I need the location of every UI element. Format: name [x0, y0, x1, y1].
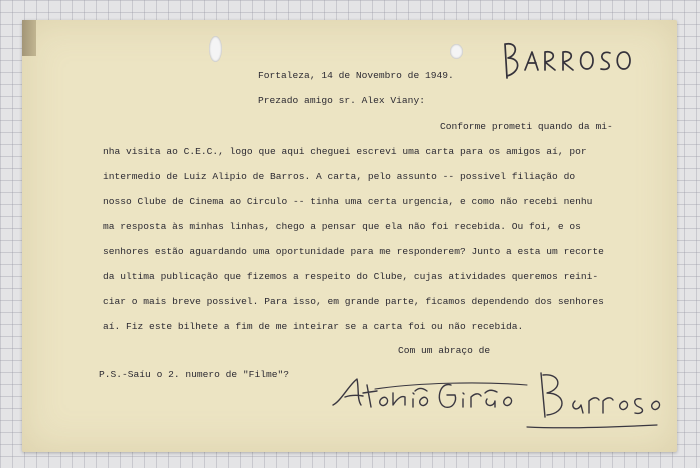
postscript: P.S.-Saíu o 2. numero de "Filme"? [99, 369, 289, 380]
handwritten-annotation-barroso [497, 36, 647, 84]
place-date: Fortaleza, 14 de Novembro de 1949. [258, 70, 454, 81]
closing: Com um abraço de [398, 345, 491, 356]
body-line: da ultima publicação que fizemos a respeito do Clube, cujas atividades queremos reini- [103, 271, 599, 282]
punch-hole-left [209, 36, 222, 62]
body-line: ciar o mais breve possivel. Para isso, em grande parte, ficamos dependendo dos senhores [103, 296, 604, 307]
body-line: aí. Fiz este bilhete a fim de me inteirar se a carta foi ou não recebida. [103, 321, 524, 332]
body-line: nha visita ao C.E.C., logo que aqui cheguei escrevi uma carta para os amigos aí, por [103, 146, 587, 157]
letter-sheet [22, 20, 677, 452]
body-line: intermedio de Luiz Alipio de Barros. A carta, pelo assunto -- possivel filiação do [103, 171, 576, 182]
punch-hole-right [450, 44, 463, 59]
signature [327, 355, 667, 435]
body-line: senhores estão aguardando uma oportunidade para me responderem? Junto a esta um recorte [103, 246, 604, 257]
tape-strip [22, 20, 36, 56]
body-line: ma resposta às minhas linhas, chego a pensar que ela não foi recebida. Ou foi, e os [103, 221, 581, 232]
body-line: Conforme prometi quando da mi- [440, 121, 613, 132]
body-line: nosso Clube de Cinema ao Circulo -- tinha uma certa urgencia, e como não recebi nenhu [103, 196, 593, 207]
salutation: Prezado amigo sr. Alex Viany: [258, 95, 425, 106]
